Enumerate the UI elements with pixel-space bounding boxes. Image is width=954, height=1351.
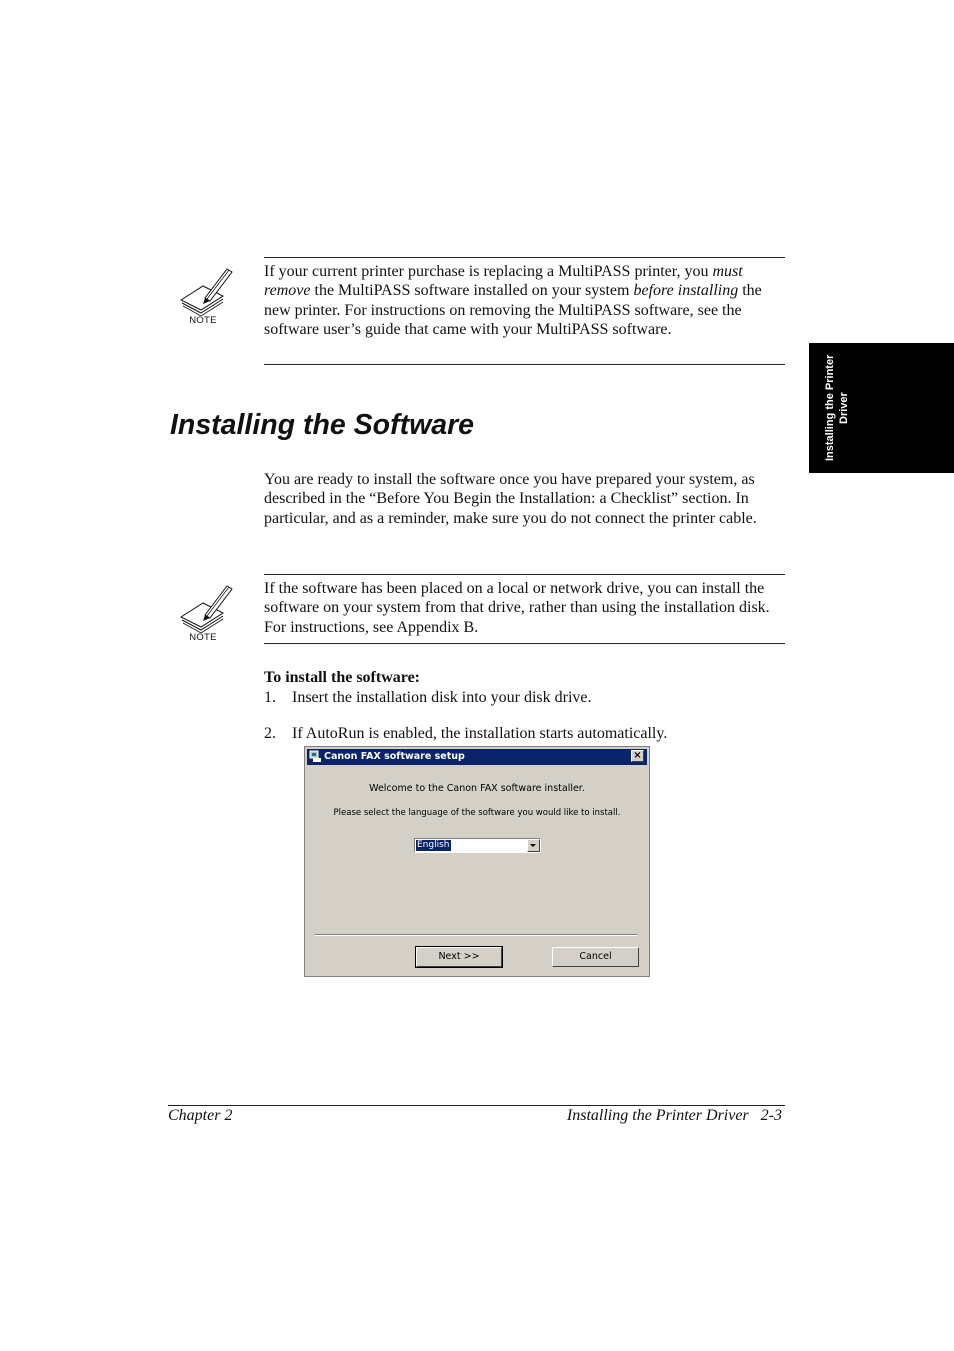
section-heading: Installing the Software xyxy=(170,409,475,441)
welcome-text: Welcome to the Canon FAX software installer. xyxy=(369,783,585,794)
setup-dialog xyxy=(304,746,650,977)
note1-icon-block xyxy=(179,266,239,328)
note2-top-rule xyxy=(264,574,785,575)
note1-text xyxy=(264,262,785,339)
note1-segment: If your current printer purchase is replacing a MultiPASS printer, you xyxy=(264,263,713,280)
note2-icon-block xyxy=(179,583,239,645)
step-1-number: 1. xyxy=(264,689,276,706)
step-2-number: 2. xyxy=(264,725,276,742)
next-button[interactable]: Next >> xyxy=(416,947,502,967)
note1-icon-label: NOTE xyxy=(189,315,217,326)
note1-top-rule xyxy=(264,257,785,258)
side-tab-label: Installing the Printer Driver xyxy=(824,354,850,462)
pencil-note-icon xyxy=(179,266,239,316)
note2-bottom-rule xyxy=(264,643,785,644)
footer-page-info: Installing the Printer Driver 2-3 xyxy=(566,1107,782,1124)
footer-rule xyxy=(168,1105,785,1106)
footer-chapter: Chapter 2 xyxy=(168,1107,233,1124)
chevron-down-icon[interactable] xyxy=(527,839,540,852)
cancel-button[interactable]: Cancel xyxy=(552,947,639,967)
language-prompt: Please select the language of the software you would like to install. xyxy=(333,808,621,818)
step-1-text: Insert the installation disk into your disk drive. xyxy=(292,689,592,706)
dialog-title: Canon FAX software setup xyxy=(324,751,465,762)
note1-segment: must remove xyxy=(264,263,743,300)
dialog-titlebar[interactable] xyxy=(307,749,647,765)
step-2-text: If AutoRun is enabled, the installation starts automatically. xyxy=(292,725,668,742)
language-selected-value: English xyxy=(417,840,450,850)
intro-paragraph: You are ready to install the software once you have prepared your system, as described in the “Before You Begin the Installation: a Checklist” section. In particular, and as a reminder, make sure you do not connect the printer cable. xyxy=(264,471,757,527)
close-icon[interactable]: × xyxy=(631,750,644,762)
note1-segment: the MultiPASS software installed on your system xyxy=(310,282,634,300)
language-select[interactable] xyxy=(414,838,541,853)
note1-segment: the new printer. For instructions on removing the MultiPASS software, see the software user’s guide that came with your MultiPASS software. xyxy=(264,282,762,338)
procedure-heading: To install the software: xyxy=(264,669,420,686)
chapter-side-tab xyxy=(809,343,954,473)
note1-bottom-rule xyxy=(264,364,785,365)
dialog-separator xyxy=(315,934,637,936)
note2-icon-label: NOTE xyxy=(189,632,217,643)
note2-text: If the software has been placed on a local or network drive, you can install the software on your system from that drive, rather than using the installation disk. For instructions, see Appendix B. xyxy=(264,580,770,636)
pencil-note-icon xyxy=(179,583,239,633)
setup-app-icon xyxy=(309,750,322,763)
note1-segment: before installing xyxy=(633,282,739,300)
